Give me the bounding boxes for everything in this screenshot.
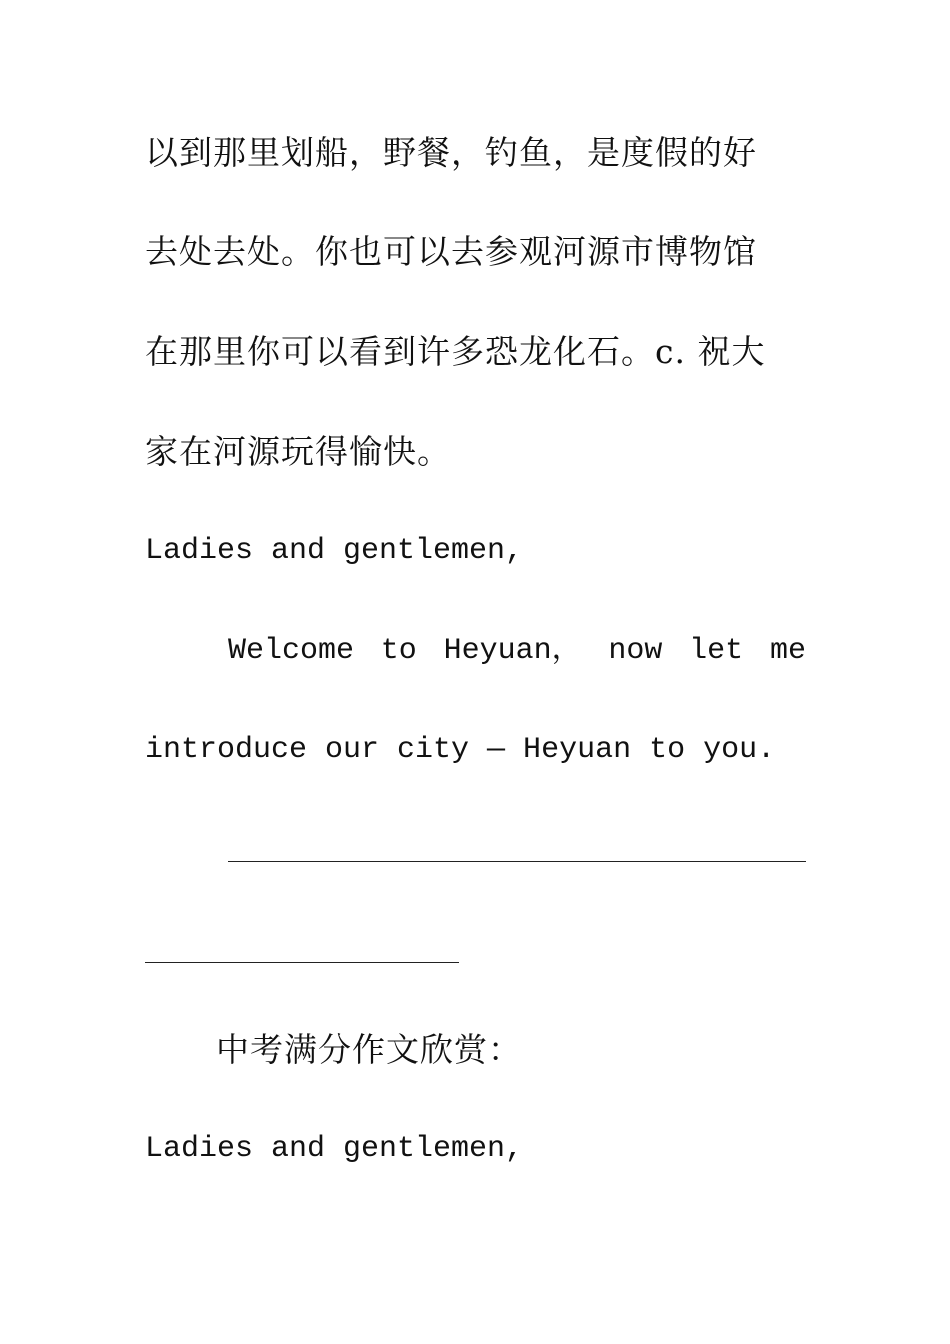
paragraph-line-4: 家在河源玩得愉快。 (145, 432, 451, 471)
blank-answer-line-2 (145, 962, 459, 963)
paragraph-line-3: 在那里你可以看到许多恐龙化石。c. 祝大 (145, 332, 766, 371)
welcome-line-1 (228, 633, 806, 669)
salutation-1: Ladies and gentlemen, (145, 534, 524, 568)
paragraph-line-2: 去处去处。你也可以去参观河源市博物馆 (145, 232, 757, 271)
welcome-word: now (608, 634, 663, 668)
welcome-word: Heyuan， (443, 634, 582, 668)
welcome-line-2: introduce our city — Heyuan to you. (145, 733, 776, 767)
welcome-word: to (380, 634, 417, 668)
welcome-word: me (769, 634, 806, 668)
welcome-word: let (689, 634, 744, 668)
welcome-word: Welcome (228, 634, 355, 668)
paragraph-line-1: 以到那里划船，野餐，钓鱼，是度假的好 (145, 133, 757, 172)
blank-answer-line-1 (228, 861, 806, 862)
section-heading: 中考满分作文欣赏： (216, 1030, 522, 1069)
salutation-2: Ladies and gentlemen, (145, 1132, 524, 1166)
